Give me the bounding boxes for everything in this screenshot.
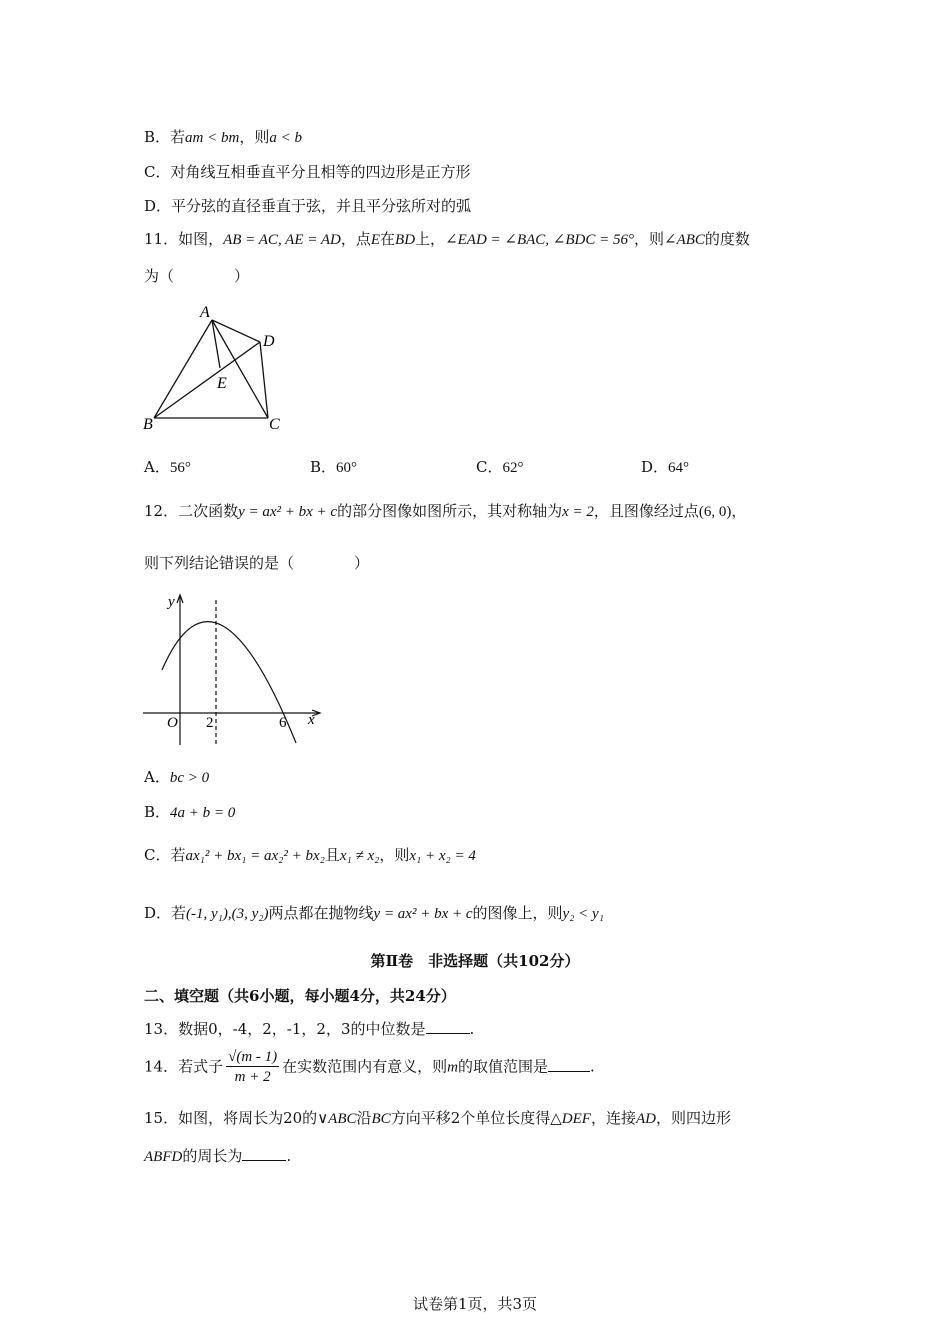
- answer-blank[interactable]: [242, 1148, 286, 1161]
- label-two: 2: [206, 715, 214, 731]
- part2-title: 第Ⅱ卷 非选择题（共102分）: [370, 952, 580, 970]
- answer-blank[interactable]: [548, 1059, 590, 1072]
- answer-blank[interactable]: [426, 1021, 470, 1034]
- q11-stem-line2: 为（ ）: [144, 267, 250, 285]
- math-expr: y = ax² + bx + c: [238, 504, 338, 520]
- label-d: D: [263, 333, 275, 350]
- q11-option-c: C．62°: [476, 458, 524, 476]
- edge-ad: [212, 320, 260, 342]
- parabola-curve: [162, 622, 296, 743]
- q10-option-c: C．对角线互相垂直平分且相等的四边形是正方形: [144, 163, 471, 181]
- math-expr: am < bm: [185, 130, 240, 146]
- math-expr: ∠ABC: [664, 232, 705, 248]
- q12-stem-line2: 则下列结论错误的是（ ）: [144, 554, 370, 572]
- label-a: A: [200, 304, 210, 321]
- math-expr: BD: [395, 232, 416, 248]
- q10-option-d: D．平分弦的直径垂直于弦，并且平分弦所对的弧: [144, 197, 472, 215]
- label-c: C: [269, 416, 280, 433]
- q12-stem: 12．二次函数y = ax² + bx + c的部分图像如图所示，其对称轴为x = 2，且图像经过点(6, 0)，: [144, 502, 747, 520]
- q11-stem: 11．如图，AB = AC, AE = AD，点E在BD上，∠EAD = ∠BAC, ∠BDC = 56°，则∠ABC的度数: [144, 230, 750, 248]
- label-x: x: [308, 712, 315, 728]
- edge-bd: [154, 342, 260, 418]
- q13: 13．数据0，-4，2，-1，2，3的中位数是 .: [144, 1020, 475, 1038]
- page-footer: 试卷第1页，共3页: [412, 1295, 538, 1313]
- label-origin: O: [167, 715, 178, 731]
- q12-option-b: B．4a + b = 0: [144, 803, 236, 821]
- math-expr: ∠EAD = ∠BAC, ∠BDC = 56°: [445, 232, 634, 248]
- edge-ac: [212, 320, 268, 418]
- q11-option-a: A．56°: [144, 458, 191, 476]
- q12-graph: [140, 590, 330, 750]
- math-expr: x = 2: [562, 504, 594, 520]
- q11-figure: [140, 300, 290, 435]
- edge-ab: [154, 320, 212, 418]
- math-expr: E: [370, 232, 381, 248]
- q10-option-b: B．若am < bm，则a < b: [144, 128, 302, 146]
- q11-option-b: B．60°: [310, 458, 358, 476]
- label-y: y: [168, 594, 175, 610]
- math-expr: AB = AC, AE = AD: [223, 232, 341, 248]
- q12-option-d: D．若(-1, y₁),(3, y₂)两点都在抛物线y = ax² + bx + c的图像上，则y₂ < y₁: [144, 904, 604, 922]
- label-six: 6: [279, 715, 287, 731]
- q15: 15．如图，将周长为20的∨ABC沿BC方向平移2个单位长度得△DEF，连接AD，则四边形: [144, 1109, 731, 1127]
- section2-title: 二、填空题（共6小题，每小题4分，共24分）: [144, 987, 456, 1005]
- math-expr: (6, 0): [698, 504, 732, 520]
- q11-option-d: D．64°: [641, 458, 690, 476]
- label-e: E: [217, 375, 227, 392]
- label-b: B: [143, 416, 153, 433]
- fraction: $\frac{√(m - 1)}{m + 2}$: [228, 1049, 278, 1085]
- math-expr: a < b: [269, 130, 302, 146]
- q12-option-a: A．bc > 0: [144, 768, 210, 786]
- q15-line2: ABFD的周长为 .: [144, 1147, 292, 1165]
- q14: 14．若式子 $\frac{√(m - 1)}{m + 2}$ 在实数范围内有意义，则m的取值范围是 .: [144, 1049, 595, 1085]
- q12-option-c: C．若ax₁² + bx₁ = ax₂² + bx₂且x₁ ≠ x₂，则x₁ + x₂ = 4: [144, 846, 476, 864]
